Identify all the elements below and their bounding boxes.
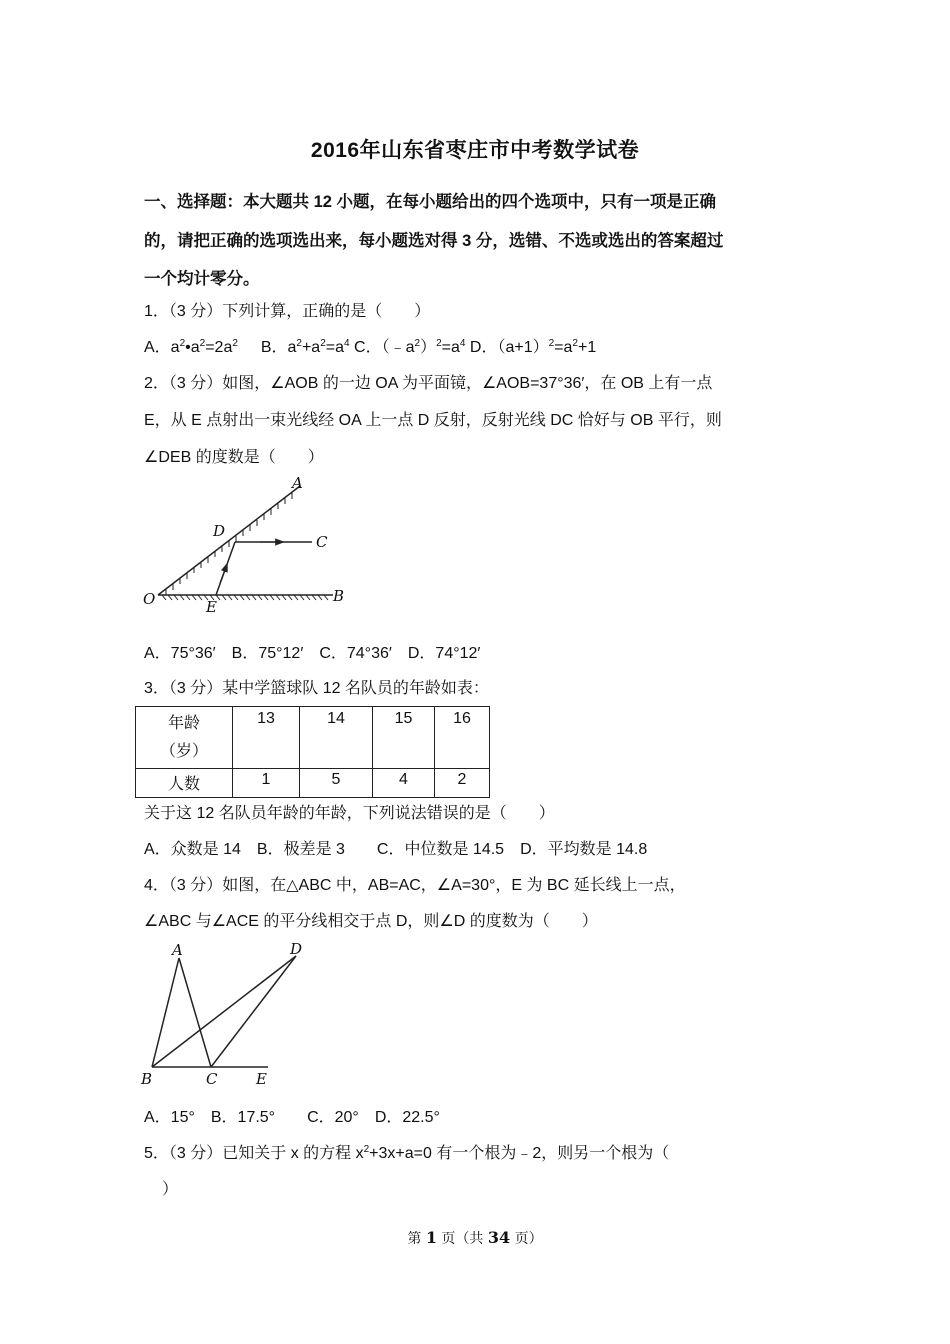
label-d: D [213, 522, 226, 540]
label-e: E [206, 598, 217, 616]
age-table [135, 706, 490, 798]
label-c: C [316, 533, 328, 551]
section-heading-line-3: 一个均计零分。 [144, 270, 260, 288]
label-c: C [206, 1070, 218, 1088]
q3-after-table: 关于这 12 名队员年龄的年龄，下列说法错误的是（ ） [144, 805, 555, 822]
table-cell: 4 [373, 769, 435, 798]
label-a: A [172, 941, 183, 959]
table-cell: 16 [435, 707, 490, 769]
q3-options: A．众数是 14 B．极差是 3 C．中位数是 14.5 D．平均数是 14.8 [144, 841, 648, 858]
label-o: O [143, 590, 156, 608]
table-cell: 1 [233, 769, 300, 798]
section-heading-line-2: 的，请把正确的选项选出来，每小题选对得 3 分，选错、不选或选出的答案超过 [144, 232, 724, 250]
label-d: D [290, 940, 303, 958]
side-ac [179, 958, 211, 1067]
q5-line-1: 5．（3 分）已知关于 x 的方程 $x^2+3x+a=0$ 有一个根为﹣2，则另一个根为（ [144, 1144, 670, 1162]
q2-line-1: 2．（3 分）如图，∠AOB 的一边 OA 为平面镜，∠AOB=37°36′，在 OB 上有一点 [144, 375, 713, 392]
q3-stem: 3．（3 分）某中学篮球队 12 名队员的年龄如表： [144, 680, 489, 697]
triangle-figure [138, 938, 313, 1088]
label-e: E [256, 1070, 267, 1088]
q2-line-3: ∠DEB 的度数是（ ） [144, 449, 324, 466]
label-b: B [141, 1070, 153, 1088]
mirror-oa [158, 486, 300, 595]
q2-line-2: E，从 E 点射出一束光线经 OA 上一点 D 反射，反射光线 DC 恰好与 OB 平行，则 [144, 412, 722, 429]
table-cell: 13 [233, 707, 300, 769]
table-header-age: 年龄 （岁） [136, 707, 233, 769]
page-total: 34 [487, 1228, 511, 1247]
q5-line-2: ） [162, 1181, 179, 1198]
page-footer: 第 1 页（共 34 页） [407, 1228, 543, 1247]
q1-stem: 1．（3 分）下列计算，正确的是（ ） [144, 303, 431, 320]
table-cell: 5 [300, 769, 373, 798]
q2-options: A．75°36′ B．75°12′ C．74°36′ D．74°12′ [144, 645, 481, 662]
mirror-figure [140, 474, 350, 620]
side-ab [152, 958, 179, 1067]
page-number: 1 [425, 1228, 437, 1247]
q4-line-1: 4．（3 分）如图，在△ABC 中，AB=AC，∠A=30°，E 为 BC 延长线上一点， [144, 877, 686, 894]
q4-line-2: ∠ABC 与∠ACE 的平分线相交于点 D，则∠D 的度数为（ ） [144, 913, 598, 930]
label-b: B [333, 587, 345, 605]
label-a: A [292, 474, 303, 492]
table-header-count: 人数 [136, 769, 233, 798]
section-heading-line-1: 一、选择题：本大题共 12 小题，在每小题给出的四个选项中，只有一项是正确 [144, 193, 717, 211]
q1-options: A．$a^2•a^2=2a^2$ B．$a^2+a^2=a^4$ C．$(﹣a^2)^2=a^4$ D．$(a+1)^2=a^2+1$ [144, 338, 597, 356]
page-title: 2016年山东省枣庄市中考数学试卷 [310, 139, 640, 162]
q4-options: A．15° B．17.5° C．20° D．22.5° [144, 1109, 440, 1126]
table-cell: 14 [300, 707, 373, 769]
table-cell: 2 [435, 769, 490, 798]
table-cell: 15 [373, 707, 435, 769]
